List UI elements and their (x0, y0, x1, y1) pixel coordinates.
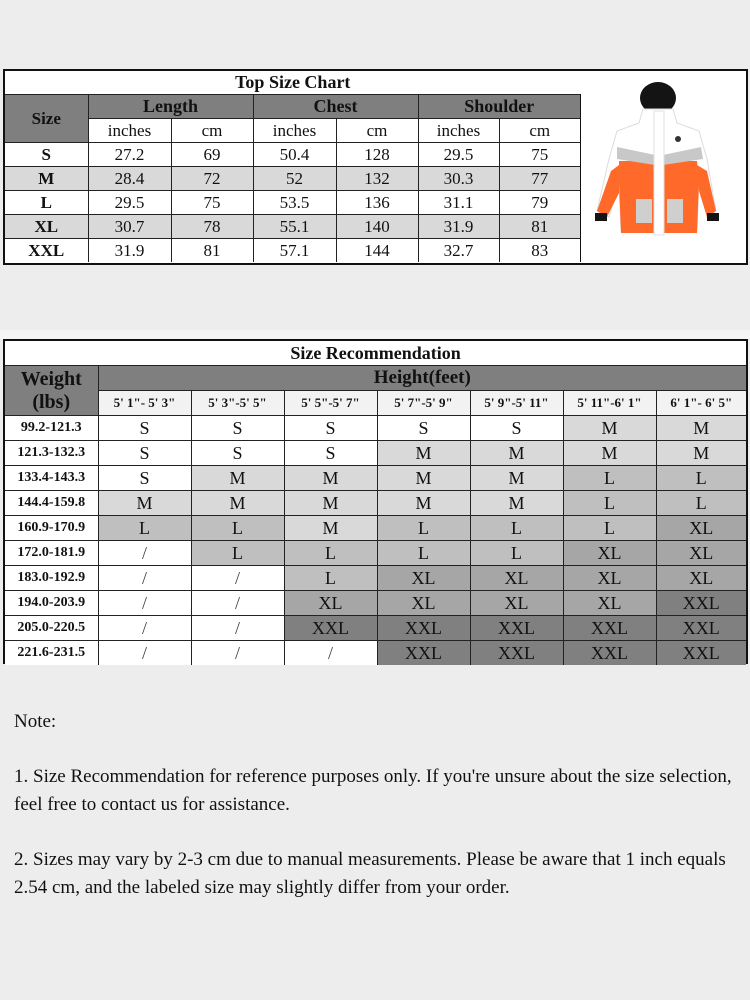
recommendation-row (5, 541, 746, 566)
notes-section (14, 708, 739, 929)
recommended-size-cell: L (470, 541, 563, 566)
recommended-size-cell: S (284, 441, 377, 466)
measurement-cell: 75 (171, 191, 253, 215)
measurement-cell: 81 (171, 239, 253, 263)
unit-header: inches (418, 119, 499, 143)
unit-header: cm (171, 119, 253, 143)
recommended-size-cell: / (98, 566, 191, 591)
section-divider (0, 330, 750, 339)
measurement-cell: 78 (171, 215, 253, 239)
size-chart-row (5, 191, 581, 215)
size-label: XL (5, 215, 88, 239)
recommended-size-cell: / (191, 641, 284, 666)
size-label: M (5, 167, 88, 191)
recommended-size-cell: / (191, 566, 284, 591)
measurement-cell: 81 (499, 215, 581, 239)
measurement-cell: 30.7 (88, 215, 171, 239)
recommended-size-cell: XL (563, 566, 656, 591)
measurement-cell: 55.1 (253, 215, 336, 239)
recommended-size-cell: L (98, 516, 191, 541)
recommended-size-cell: L (191, 516, 284, 541)
recommended-size-cell: XXL (563, 616, 656, 641)
measurement-cell: 72 (171, 167, 253, 191)
measurement-cell: 52 (253, 167, 336, 191)
measurement-cell: 31.1 (418, 191, 499, 215)
recommended-size-cell: S (98, 466, 191, 491)
size-label: S (5, 143, 88, 167)
recommended-size-cell: M (377, 466, 470, 491)
recommended-size-cell: XL (656, 516, 746, 541)
recommended-size-cell: L (656, 491, 746, 516)
weight-range: 121.3-132.3 (5, 441, 98, 466)
note-item: 2. Sizes may vary by 2-3 cm due to manual measurements. Please be aware that 1 inch equals 2.54 cm, and the labeled size may slightly differ from your order. (14, 849, 726, 898)
size-chart-row (5, 239, 581, 263)
recommended-size-cell: L (470, 516, 563, 541)
size-label: L (5, 191, 88, 215)
recommended-size-cell: L (563, 516, 656, 541)
size-chart-row (5, 167, 581, 191)
measurement-cell: 53.5 (253, 191, 336, 215)
recommended-size-cell: XXL (563, 641, 656, 666)
recommended-size-cell: M (98, 491, 191, 516)
weight-range: 221.6-231.5 (5, 641, 98, 666)
recommended-size-cell: S (98, 441, 191, 466)
measurement-cell: 69 (171, 143, 253, 167)
recommended-size-cell: M (656, 441, 746, 466)
height-range-header: 5' 7"-5' 9" (377, 391, 470, 416)
measurement-cell: 140 (336, 215, 418, 239)
weight-range: 99.2-121.3 (5, 416, 98, 441)
measurement-cell: 32.7 (418, 239, 499, 263)
length-header: Length (88, 95, 253, 119)
height-range-header: 5' 1"- 5' 3" (98, 391, 191, 416)
height-range-header: 5' 9"-5' 11" (470, 391, 563, 416)
recommended-size-cell: S (470, 416, 563, 441)
recommended-size-cell: M (284, 491, 377, 516)
recommended-size-cell: M (470, 466, 563, 491)
recommended-size-cell: / (98, 641, 191, 666)
measurement-cell: 27.2 (88, 143, 171, 167)
recommended-size-cell: XXL (377, 641, 470, 666)
recommended-size-cell: M (563, 416, 656, 441)
recommended-size-cell: L (284, 541, 377, 566)
recommendation-row (5, 641, 746, 666)
recommended-size-cell: M (191, 491, 284, 516)
recommended-size-cell: XL (656, 541, 746, 566)
measurement-cell: 144 (336, 239, 418, 263)
measurement-cell: 31.9 (418, 215, 499, 239)
recommendation-row (5, 591, 746, 616)
recommended-size-cell: XL (563, 541, 656, 566)
recommended-size-cell: XL (563, 591, 656, 616)
recommendation-row (5, 466, 746, 491)
recommended-size-cell: M (656, 416, 746, 441)
recommended-size-cell: M (377, 441, 470, 466)
chest-header: Chest (253, 95, 418, 119)
recommendation-row (5, 616, 746, 641)
shoulder-header: Shoulder (418, 95, 581, 119)
recommended-size-cell: L (563, 491, 656, 516)
recommended-size-cell: S (284, 416, 377, 441)
recommended-size-cell: XL (377, 566, 470, 591)
measurement-cell: 29.5 (88, 191, 171, 215)
weight-range: 133.4-143.3 (5, 466, 98, 491)
recommended-size-cell: / (191, 591, 284, 616)
weight-range: 160.9-170.9 (5, 516, 98, 541)
recommended-size-cell: / (284, 641, 377, 666)
recommended-size-cell: L (191, 541, 284, 566)
unit-header: inches (253, 119, 336, 143)
recommended-size-cell: / (98, 591, 191, 616)
recommended-size-cell: XXL (470, 641, 563, 666)
measurement-cell: 30.3 (418, 167, 499, 191)
product-image (581, 71, 746, 263)
recommendation-table (5, 341, 746, 665)
note-item: 1. Size Recommendation for reference purposes only. If you're unsure about the size selection, feel free to contact us for assistance. (14, 766, 732, 815)
measurement-cell: 83 (499, 239, 581, 263)
weight-range: 194.0-203.9 (5, 591, 98, 616)
recommended-size-cell: L (377, 541, 470, 566)
recommended-size-cell: L (656, 466, 746, 491)
recommended-size-cell: XXL (284, 616, 377, 641)
recommended-size-cell: XL (656, 566, 746, 591)
height-header: Height(feet) (98, 366, 746, 391)
size-label: XXL (5, 239, 88, 263)
recommended-size-cell: M (377, 491, 470, 516)
weight-header (5, 366, 98, 416)
measurement-cell: 31.9 (88, 239, 171, 263)
recommended-size-cell: L (284, 566, 377, 591)
recommended-size-cell: XL (470, 591, 563, 616)
recommendation-row (5, 516, 746, 541)
recommendation-row (5, 491, 746, 516)
recommended-size-cell: XL (284, 591, 377, 616)
measurement-cell: 29.5 (418, 143, 499, 167)
measurement-cell: 132 (336, 167, 418, 191)
measurement-cell: 77 (499, 167, 581, 191)
recommended-size-cell: M (284, 466, 377, 491)
notes-heading: Note: (14, 711, 57, 732)
size-chart-table (5, 71, 582, 262)
recommended-size-cell: XXL (656, 616, 746, 641)
size-chart-title: Top Size Chart (5, 71, 581, 95)
recommended-size-cell: M (470, 441, 563, 466)
measurement-cell: 75 (499, 143, 581, 167)
measurement-cell: 57.1 (253, 239, 336, 263)
recommended-size-cell: S (98, 416, 191, 441)
measurement-cell: 128 (336, 143, 418, 167)
unit-header: cm (499, 119, 581, 143)
recommended-size-cell: M (191, 466, 284, 491)
recommended-size-cell: XXL (470, 616, 563, 641)
measurement-cell: 136 (336, 191, 418, 215)
recommendation-row (5, 416, 746, 441)
size-chart-row (5, 143, 581, 167)
recommended-size-cell: M (563, 441, 656, 466)
weight-range: 172.0-181.9 (5, 541, 98, 566)
height-range-header: 6' 1"- 6' 5" (656, 391, 746, 416)
recommended-size-cell: L (377, 516, 470, 541)
recommendation-title: Size Recommendation (5, 341, 746, 366)
recommended-size-cell: S (377, 416, 470, 441)
recommended-size-cell: L (563, 466, 656, 491)
recommended-size-cell: XXL (656, 591, 746, 616)
weight-header-label: Weight (lbs) (20, 367, 82, 413)
recommended-size-cell: M (470, 491, 563, 516)
weight-range: 144.4-159.8 (5, 491, 98, 516)
recommended-size-cell: S (191, 416, 284, 441)
recommended-size-cell: M (284, 516, 377, 541)
recommended-size-cell: S (191, 441, 284, 466)
height-range-header: 5' 11"-6' 1" (563, 391, 656, 416)
unit-header: inches (88, 119, 171, 143)
recommended-size-cell: XXL (656, 641, 746, 666)
recommendation-row (5, 441, 746, 466)
recommended-size-cell: XL (377, 591, 470, 616)
size-column-header: Size (5, 95, 88, 143)
size-chart-row (5, 215, 581, 239)
recommendation-row (5, 566, 746, 591)
jacket-illustration (581, 71, 746, 263)
measurement-cell: 28.4 (88, 167, 171, 191)
top-size-chart (3, 69, 748, 265)
weight-range: 183.0-192.9 (5, 566, 98, 591)
recommended-size-cell: / (191, 616, 284, 641)
unit-header: cm (336, 119, 418, 143)
height-range-header: 5' 3"-5' 5" (191, 391, 284, 416)
recommended-size-cell: / (98, 541, 191, 566)
recommended-size-cell: XL (470, 566, 563, 591)
weight-range: 205.0-220.5 (5, 616, 98, 641)
measurement-cell: 79 (499, 191, 581, 215)
recommended-size-cell: / (98, 616, 191, 641)
measurement-cell: 50.4 (253, 143, 336, 167)
recommended-size-cell: XXL (377, 616, 470, 641)
size-recommendation (3, 339, 748, 664)
height-range-header: 5' 5"-5' 7" (284, 391, 377, 416)
